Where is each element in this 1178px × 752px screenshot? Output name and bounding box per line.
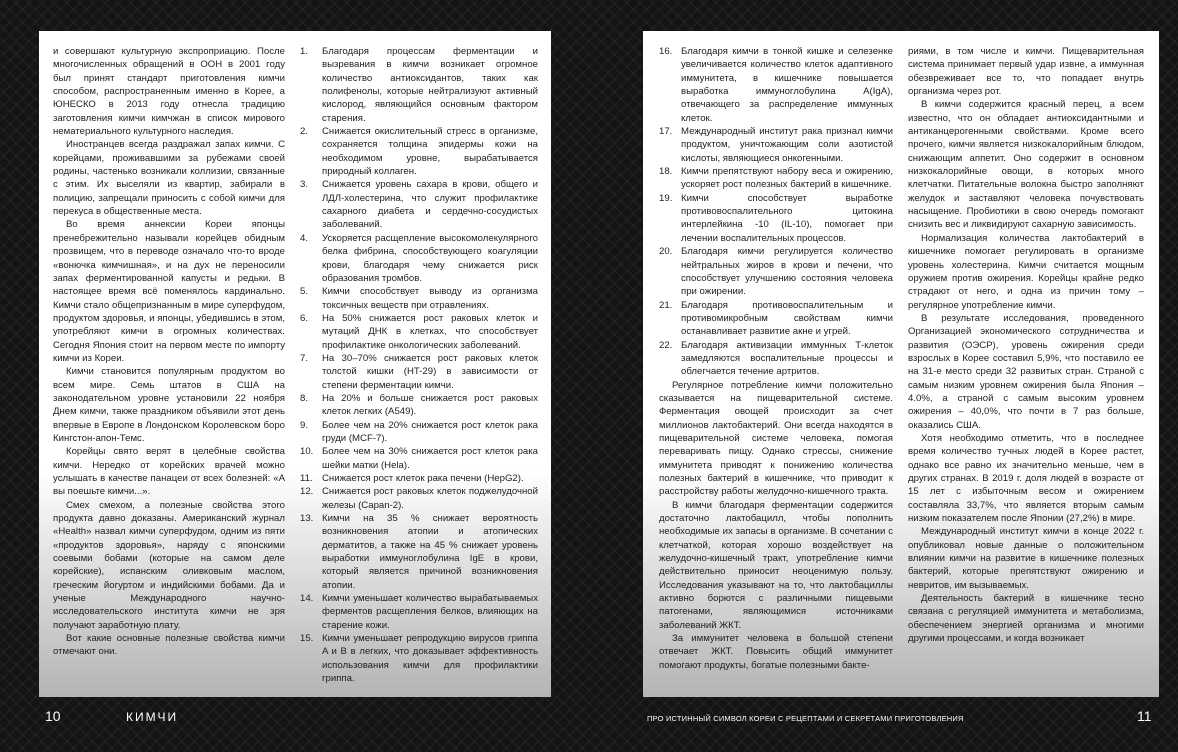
list-item: [300, 512, 538, 592]
paragraph: Вот какие основные полезные свойства кимчи отмечают они.: [53, 633, 285, 658]
list-item-number: 15.: [300, 633, 314, 645]
list-item: [659, 45, 893, 125]
list-item-text: Более чем на 20% снижается рост клеток рака груди (MCF-7).: [322, 419, 538, 444]
list-item-text: Кимчи на 35 % снижает вероятность возникновения атопии и атопических дерматитов, а также на 45 % снижает уровень выработки иммуноглобулина IgE в крови, который является причиной возникновения атопии.: [322, 513, 538, 591]
paragraph: и совершают культурную экспроприацию. После многочисленных обращений в ООН в 2001 году был принят стандарт приготовления кимчи способом, распространенным именно в Корее, а ЮНЕСКО в 2013 году отнесла традицию заготовления кимчи кимчжан в список мирового нематериального культурного наследия.: [53, 46, 285, 138]
paragraph: Хотя необходимо отметить, что в последнее время количество тучных людей в Корее растет, однако все равно их значительно меньше, чем в других странах. В 2019 г. доля людей в возрасте от 15 лет с избыточным весом и ожирением составляла 33,7%, что является вторым самым низким показателем после Японии (27,2%) в мире.: [908, 432, 1144, 525]
list-item-text: Кимчи способствует выводу из организма токсичных веществ при отравлениях.: [322, 286, 538, 311]
list-item-text: Снижается окислительный стресс в организме, сохраняется толщина эпидермы кожи на необходимом уровне, вырабатывается природный коллаген.: [322, 126, 538, 178]
list-item-text: Благодаря процессам ферментации и вызревания в кимчи возникает огромное количество антиоксидантов, таких как полифенолы, которые нейтрализуют активный кислород, являющийся основным фактором старения.: [322, 46, 538, 124]
list-item-number: 19.: [659, 192, 673, 204]
list-item-number: 4.: [300, 232, 309, 244]
list-item-number: 17.: [659, 126, 673, 138]
list-item-text: Снижается уровень сахара в крови, общего и ЛДЛ-холестерина, что служит профилактике сахарного диабета и сердечно-сосудистых заболеваний.: [322, 179, 538, 231]
list-item: [300, 312, 538, 352]
list-item: [659, 165, 893, 192]
list-item-number: 12.: [300, 486, 314, 498]
list-item-text: Благодаря противовоспалительным и противомикробным свойствам кимчи останавливает развитие акне и угрей.: [681, 299, 893, 338]
paragraph: Иностранцев всегда раздражал запах кимчи. С корейцами, проживавшими за рубежами своей родины, частенько возникали коллизии, связанные с этим. Их выселяли из квартир, забирали в полицию, запрещали приносить с собой кимчи для перекуса в общественные места.: [53, 139, 285, 218]
paragraph: За иммунитет человека в большой степени отвечает ЖКТ. Повысить общий иммунитет помогают продукты, богатые полезными бакте-: [659, 633, 893, 671]
list-item: [659, 192, 893, 245]
paragraph: Смех смехом, а полезные свойства этого продукта давно доказаны. Американский журнал «Health» назвал кимчи суперфудом, одним из пяти «продуктов здоровья», наряду с японскими соевыми бобами (которые на самом деле корейские), испанским оливковым маслом, греческим йогуртом и индийскими бобами. Да и ученые Международного научно-исследовательского института кимчи не зря получают заработную плату.: [53, 499, 285, 631]
list-item-text: Более чем на 30% снижается рост клеток рака шейки матки (Hela).: [322, 446, 538, 471]
right-page-number: 11: [1137, 708, 1152, 724]
paragraph: Регулярное потребление кимчи положительно сказывается на пищеварительной системе. Ферментация овощей происходит за счет миллионов лактобактерий. Они всегда находятся в пищеварительной системе человека, помогая переваривать пищу. Однако стрессы, снижение иммунитета приводят к понижению количества полезных бактерий в кишечнике, что приводит к расстройству работы желудочно-кишечного тракта.: [659, 379, 893, 498]
list-item: [300, 178, 538, 231]
list-item-number: 7.: [300, 352, 309, 364]
list-item-number: 16.: [659, 46, 673, 57]
paragraph: В кимчи благодаря ферментации содержится достаточно лактобацилл, чтобы пополнить необходимые их запасы в организме. В сочетании с клетчаткой, которая хорошо воздействует на желудочно-кишечный тракт, употребление кимчи действительно приносит неоценимую пользу. Исследования указывают на то, что лактобациллы активно борются с различными пищевыми патогенами, являющимися источниками заболеваний ЖКТ.: [659, 499, 893, 631]
list-item: [300, 125, 538, 178]
list-item: [300, 232, 538, 285]
list-item-number: 20.: [659, 246, 673, 258]
list-item-number: 5.: [300, 286, 309, 298]
list-item-text: Кимчи способствует выработке противовоспалительного цитокина интерлейкина -10 (IL-10), помогает при лечении воспалительных процессов.: [681, 192, 893, 244]
paragraph: Международный институт кимчи в конце 2022 г. опубликовал новые данные о положительном влиянии кимчи на развитие в кишечнике полезных бактерий, которые препятствуют ожирению и невритов, им вызываемых.: [908, 526, 1144, 591]
paragraph: риями, в том числе и кимчи. Пищеварительная система принимает первый удар извне, а иммунная обезвреживает все то, что попадает внутрь организма через рот.: [908, 46, 1144, 98]
list-item-number: 10.: [300, 446, 314, 458]
list-item-number: 9.: [300, 419, 309, 431]
paragraph: Нормализация количества лактобактерий в кишечнике помогает регулировать в организме уровень холестерина. Кимчи считается мощным оружием против ожирения. Корейцы крайне редко страдают от него, и одна из причин тому – регулярное употребление кимчи.: [908, 232, 1144, 311]
list-item: [659, 245, 893, 298]
list-item-number: 2.: [300, 126, 309, 138]
list-item-text: Кимчи препятствуют набору веса и ожирению, ускоряет рост полезных бактерий в кишечнике.: [681, 166, 893, 191]
list-item-text: На 50% снижается рост раковых клеток и мутаций ДНК в клетках, что способствует профилактике онкологических заболеваний.: [322, 312, 538, 351]
list-item-number: 1.: [300, 46, 309, 57]
left-page: [39, 31, 551, 697]
paragraph: Кимчи становится популярным продуктом во всем мире. Семь штатов в США на законодательном уровне установили 22 ноября Днем кимчи, также праздником объявили этот день впервые в Европе в Лондонском Королевском боро Кингстон-апон-Темс.: [53, 366, 285, 444]
list-item-number: 6.: [300, 312, 309, 324]
list-item-number: 21.: [659, 299, 673, 311]
list-item: [300, 392, 538, 419]
list-item: [659, 299, 893, 339]
list-item: [300, 419, 538, 446]
right-page: [643, 31, 1159, 697]
list-item: [300, 285, 538, 312]
left-running-head: КИМЧИ: [126, 710, 179, 724]
right-page-column-1: [659, 45, 893, 672]
list-item-text: На 30–70% снижается рост раковых клеток толстой кишки (HT-29) в зависимости от степени ферментации кимчи.: [322, 352, 538, 391]
paragraph: В результате исследования, проведенного Организацией экономического сотрудничества и развития (ОЭСР), уровень ожирения среди взрослых в Корее составил 5,9%, что поставило ее на 31-е место среди 32 развитых стран. Страной с самым низким уровнем ожирения была Япония – 4.0%, а страной с самым высоким уровнем ожирения – 40,0%, что почти в 7 раз больше, оказались США.: [908, 312, 1144, 431]
list-item-text: Благодаря кимчи в тонкой кишке и селезенке увеличивается количество клеток адаптивного иммунитета, в кишечнике повышается выработка иммуноглобулина A(IgA), отвечающего за распределение иммунных клеток.: [681, 46, 893, 124]
list-item-text: Кимчи уменьшает репродукцию вирусов гриппа A и B в легких, что доказывает эффективность использования кимчи для профилактики гриппа.: [322, 633, 538, 685]
list-item-number: 8.: [300, 392, 309, 404]
left-page-column-2: [300, 45, 538, 686]
list-item-text: Кимчи уменьшает количество вырабатываемых ферментов расщепления белков, влияющих на старение кожи.: [322, 593, 538, 631]
list-item-text: Снижается рост раковых клеток поджелудочной железы (Capan-2).: [322, 486, 538, 511]
list-item-number: 11.: [300, 473, 313, 484]
left-page-number: 10: [45, 708, 61, 724]
list-item-number: 22.: [659, 339, 673, 351]
paragraph: В кимчи содержится красный перец, а всем известно, что он обладает антиоксидантными и антиканцерогенными свойствами. Кроме всего прочего, кимчи является низкокалорийным блюдом, снижающим аппетит. Оно содержит в основном низкокалорийные овощи, в которых много клетчатки. Питательные волокна быстро заполняют желудок и заставляют человека почувствовать насыщение. Пробиотики в свою очередь помогают снизить вес и ликвидируют сахарную зависимость.: [908, 99, 1144, 231]
benefits-list-continued: [659, 45, 893, 379]
list-item-text: На 20% и больше снижается рост раковых клеток легких (A549).: [322, 392, 538, 418]
paragraph: Деятельность бактерий в кишечнике тесно связана с регуляцией иммунитета и метаболизма, обеспечением энергией организма и многими другими процессами, и когда возникает: [908, 593, 1144, 645]
list-item-number: 13.: [300, 513, 314, 525]
list-item-text: Благодаря кимчи регулируется количество нейтральных жиров в крови и печени, что способствует улучшению состояния человека при ожирении.: [681, 246, 893, 298]
paragraph: Во время аннексии Кореи японцы пренебрежительно называли корейцев обидным прозвищем, что в переводе означало что-то вроде «вонючка кимчишная», и на дух не переносили запах ферментированной капусты и редьки. В настоящее время всё поменялось кардинально. Кимчи стало общепризнанным в мире суперфудом, продуктом здоровья, и японцы, убедившись в этом, употребляют кимчи в огромных количествах. Сегодня Япония стоит на первом месте по импорту кимчи из Кореи.: [53, 219, 285, 364]
right-page-column-2: [908, 45, 1144, 645]
list-item: [300, 485, 538, 512]
list-item-text: Снижается рост клеток рака печени (HepG2).: [322, 473, 524, 484]
list-item: [300, 445, 538, 472]
list-item: [300, 45, 538, 125]
list-item-number: 3.: [300, 179, 309, 191]
list-item-number: 14.: [300, 593, 314, 605]
list-item-text: Благодаря активизации иммунных Т-клеток замедляются воспалительные процессы и облегчается течение артритов.: [681, 339, 893, 378]
list-item-number: 18.: [659, 166, 673, 178]
right-running-head: ПРО ИСТИННЫЙ СИМВОЛ КОРЕИ С РЕЦЕПТАМИ И СЕКРЕТАМИ ПРИГОТОВЛЕНИЯ: [647, 714, 964, 723]
left-page-column-1: [53, 45, 285, 659]
list-item: [659, 339, 893, 379]
list-item: [300, 352, 538, 392]
list-item-text: Международный институт рака признал кимчи продуктом, уничтожающим соли азотистой кислоты, являющиеся онкогенными.: [681, 126, 893, 164]
benefits-list: [300, 45, 538, 686]
list-item: [300, 632, 538, 685]
list-item: [300, 592, 538, 632]
paragraph: Корейцы свято верят в целебные свойства кимчи. Нередко от корейских врачей можно услышать в качестве панацеи от всех болезней: «А вы поешьте кимчи...».: [53, 446, 285, 498]
list-item: [659, 125, 893, 165]
list-item-text: Ускоряется расщепление высокомолекулярного белка фибрина, способствующего коагуляции крови, благодаря чему снижается риск образования тромбов.: [322, 232, 538, 284]
list-item: [300, 472, 538, 485]
